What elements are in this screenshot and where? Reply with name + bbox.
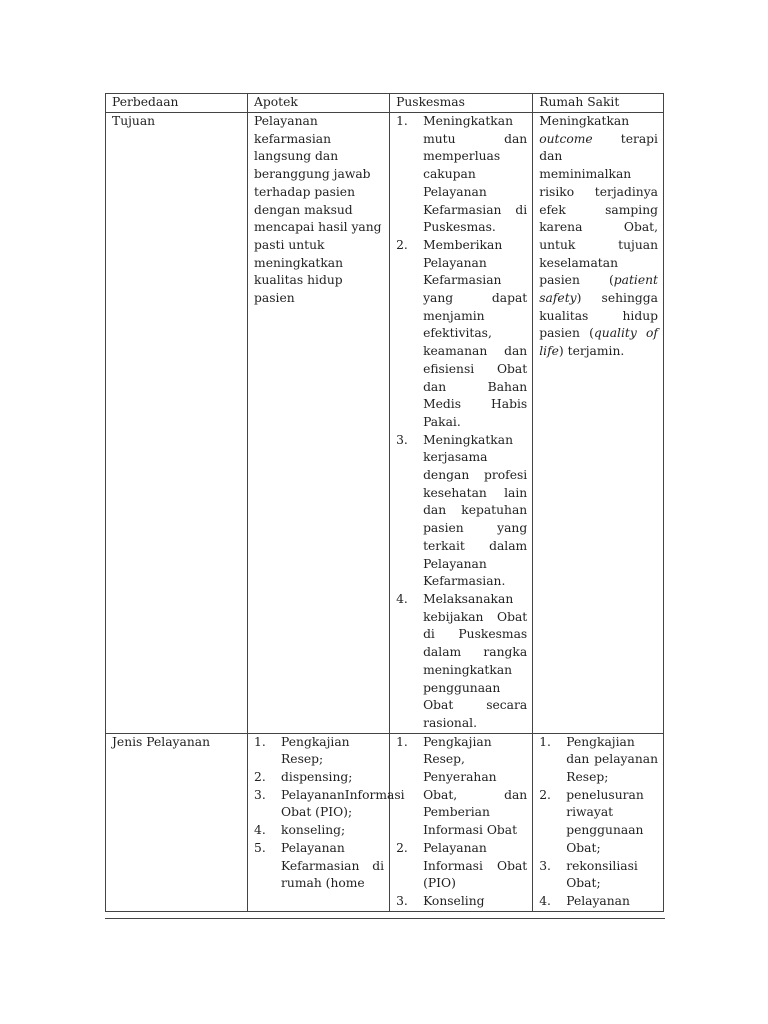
rumah-sakit-jenis-list: [539, 734, 658, 911]
list-item: 3. Konseling: [396, 893, 485, 908]
header-apotek: Apotek: [248, 94, 390, 113]
row-label-tujuan: Tujuan: [106, 113, 248, 734]
list-item: 2. penelusuran riwayat penggunaan Obat;: [539, 787, 644, 855]
table-row-tujuan: [106, 113, 664, 734]
list-item: 1. Pengkajian dan pelayanan Resep;: [539, 734, 658, 785]
table-header-row: [106, 94, 664, 113]
table-row-jenis-pelayanan: [106, 733, 664, 911]
list-item: 5. Pelayanan Kefarmasian di rumah (home: [254, 840, 385, 891]
puskesmas-tujuan-cell: [390, 113, 533, 734]
comparison-table: [105, 93, 664, 912]
header-perbedaan: Perbedaan: [106, 94, 248, 113]
apotek-jenis-list: [254, 734, 405, 893]
list-item: 2. dispensing;: [254, 770, 353, 785]
puskesmas-jenis-cell: [390, 733, 533, 911]
list-item: 1. Meningkatkan mutu dan memperluas cakupan Pelayanan Kefarmasian di Puskesmas.: [396, 114, 528, 235]
apotek-jenis-cell: [248, 733, 405, 911]
list-item: 1. Pengkajian Resep;: [254, 734, 350, 767]
puskesmas-jenis-list: [396, 734, 527, 911]
list-item: 3. rekonsiliasi Obat;: [539, 858, 638, 891]
list-item: 2. Pelayanan Informasi Obat (PIO): [396, 840, 528, 891]
list-item: 1. Pengkajian Resep, Penyerahan Obat, dan Pemberian Informasi Obat: [396, 734, 528, 838]
list-item: 4. Pelayanan: [539, 893, 630, 908]
list-item: 2. Memberikan Pelayanan Kefarmasian yang dapat menjamin efektivitas, keamanan dan efisiensi Obat dan Bahan Medis Habis Pakai.: [396, 237, 528, 429]
header-rumah-sakit: Rumah Sakit: [533, 94, 664, 113]
header-puskesmas: Puskesmas: [390, 94, 533, 113]
list-item: 4. konseling;: [254, 823, 346, 838]
list-item: 3. Meningkatkan kerjasama dengan profesi kesehatan lain dan kepatuhan pasien yang terkait dalam Pelayanan Kefarmasian.: [396, 432, 528, 589]
rumah-sakit-tujuan-text: Meningkatkan outcome terapi dan meminimalkan risiko terjadinya efek samping karena Obat, untuk tujuan keselamatan pasien (patient safety) sehingga kualitas hidup pasien (quality of life) terjamin.: [533, 113, 664, 734]
puskesmas-tujuan-list: [396, 113, 527, 733]
list-item: 3. PelayananInformasi Obat (PIO);: [254, 787, 405, 820]
rumah-sakit-jenis-cell: [533, 733, 664, 911]
list-item: 4. Melaksanakan kebijakan Obat di Puskesmas dalam rangka meningkatkan penggunaan Obat secara rasional.: [396, 591, 528, 730]
apotek-tujuan-text: Pelayanan kefarmasian langsung dan beranggung jawab terhadap pasien dengan maksud mencapai hasil yang pasti untuk meningkatkan kualitas hidup pasien: [248, 113, 390, 734]
row-label-jenis-pelayanan: Jenis Pelayanan: [106, 733, 248, 911]
comparison-table-wrapper: [105, 93, 665, 919]
